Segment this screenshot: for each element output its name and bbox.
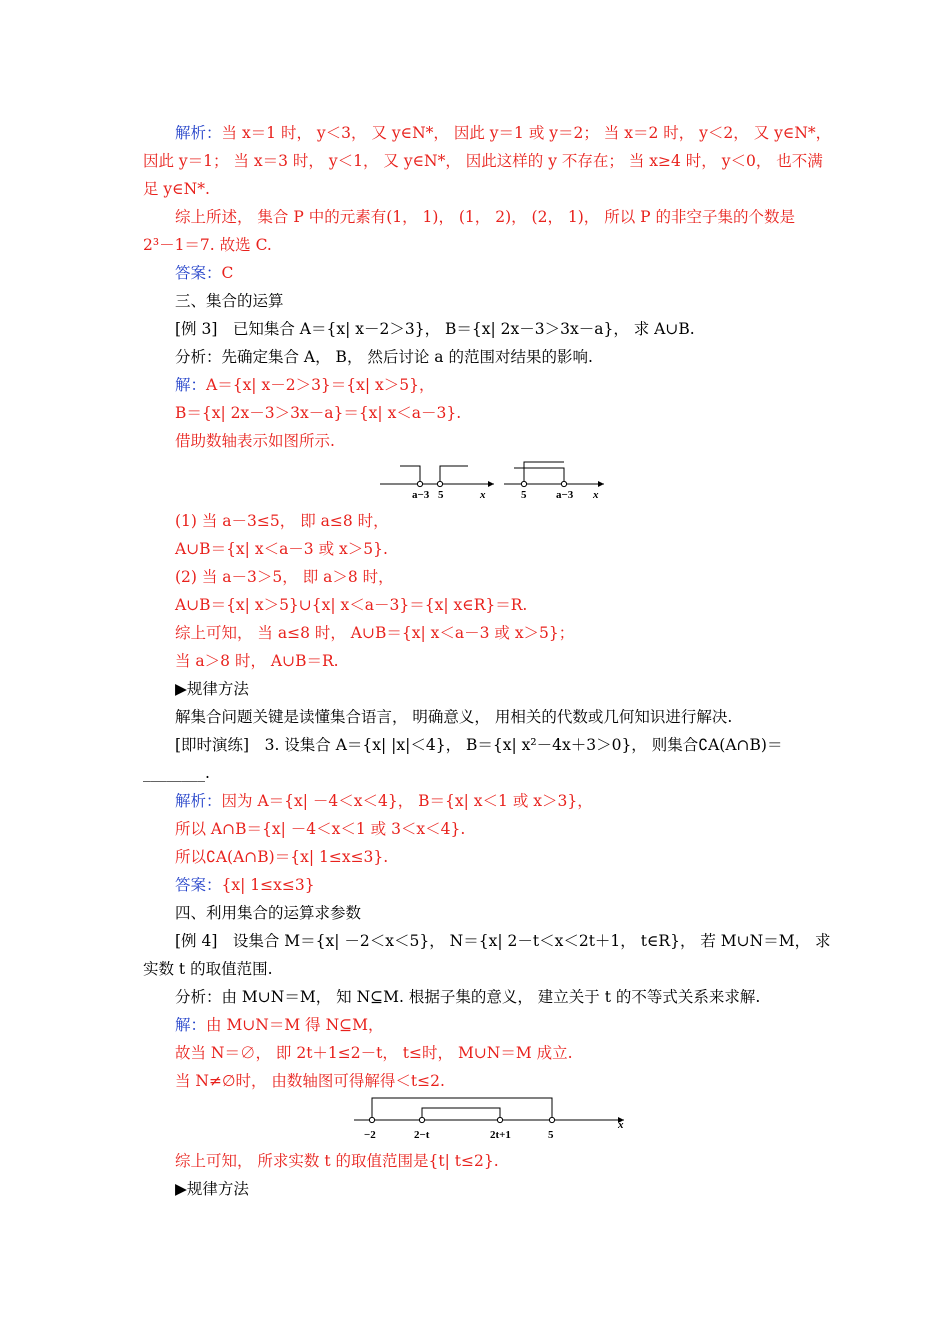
text-line [175,403,461,423]
text-line [175,539,388,559]
text-segment: 2³－1＝7. 故选 C. [143,236,272,254]
text-line [175,707,732,727]
text-segment: B＝{x| 2x－3＞3x－a}＝{x| x＜a－3}. [175,404,462,422]
fig1-label: x [593,489,599,501]
text-segment: A∪B＝{x| x＞5}∪{x| x＜a－3}＝{x| x∈R}＝R. [175,596,528,614]
text-segment: 实数 t 的取值范围. [143,960,273,978]
text-line [143,959,273,979]
fig1-label: x [480,489,486,501]
text-segment: 足 y∈N*. [143,180,210,198]
text-line [175,319,695,339]
text-line [175,123,831,143]
number-line-figure-2 [352,1094,632,1144]
text-line [175,791,593,811]
text-segment: 三、集合的运算 [175,292,284,310]
text-line [175,819,465,839]
fig1-label: 5 [438,489,444,501]
text-segment: ________. [143,764,210,782]
fig1-label: a−3 [412,489,430,501]
text-line [175,1071,445,1091]
text-line [175,847,388,867]
text-segment: 当 N≠∅时， 由数轴图可得解得＜t≤2. [175,1072,445,1090]
text-line [175,511,389,531]
section-heading [175,903,361,923]
text-segment: 因为 A＝{x| －4＜x＜4}， B＝{x| x＜1 或 x＞3}， [221,792,593,810]
text-segment: 当 a＞8 时， A∪B＝R. [175,652,339,670]
text-segment: 解： [175,376,207,394]
text-segment: 故当 N＝∅， 即 2t＋1≤2－t， t≤时， M∪N＝M 成立. [175,1044,573,1062]
text-line [175,567,394,587]
text-line [175,735,782,755]
text-line [175,263,233,283]
fig2-label: 2t+1 [490,1129,511,1141]
text-segment: 分析：由 M∪N＝M， 知 N⊆M. 根据子集的意义， 建立关于 t 的不等式关系来求解. [175,988,761,1006]
text-segment: 答案： [175,876,222,894]
text-segment: (1) 当 a－3≤5， 即 a≤8 时， [175,512,389,530]
text-line [143,151,823,171]
text-line [143,235,272,255]
text-line [175,595,527,615]
text-segment: 解析： [175,792,222,810]
text-line [175,651,339,671]
text-line [175,875,315,895]
text-segment: 借助数轴表示如图所示. [175,432,335,450]
text-segment: C [221,264,234,282]
text-line [175,347,593,367]
text-segment: ▶规律方法 [175,1180,249,1198]
text-segment: 分析：先确定集合 A， B， 然后讨论 a 的范围对结果的影响. [175,348,593,366]
text-segment: {x| 1≤x≤3} [221,876,315,894]
fig1-label: a−3 [556,489,574,501]
fig2-label: 2−t [414,1129,430,1141]
text-segment: 解析： [175,124,222,142]
text-segment: 所以∁A(A∩B)＝{x| 1≤x≤3}. [175,848,389,866]
section-heading [175,1179,249,1199]
text-line [175,1151,499,1171]
text-segment: [例 4] 设集合 M＝{x| －2＜x＜5}， N＝{x| 2－t＜x＜2t＋1， t∈R}， 若 M∪N＝M， 求 [175,932,831,950]
section-heading [175,679,249,699]
text-segment: ▶规律方法 [175,680,249,698]
text-segment: 综上所述， 集合 P 中的元素有(1， 1)， (1， 2)， (2， 1)， 所以 P 的非空子集的个数是 [175,208,796,226]
text-segment: [即时演练] 3. 设集合 A＝{x| |x|＜4}， B＝{x| x²－4x＋3＞0}， 则集合∁A(A∩B)＝ [175,736,783,754]
text-line [175,623,574,643]
fig2-label: x [618,1119,624,1131]
text-line [143,179,210,199]
text-segment: 当 x＝1 时， y＜3， 又 y∈N*， 因此 y＝1 或 y＝2； 当 x＝2 时， y＜2， 又 y∈N*， [221,124,832,142]
section-heading [175,291,284,311]
text-segment: 答案： [175,264,222,282]
text-line [175,431,335,451]
text-segment: A＝{x| x－2＞3}＝{x| x＞5}， [206,376,435,394]
text-line [175,1043,573,1063]
text-line [143,763,210,783]
number-line-figure-1 [378,460,618,504]
text-segment: 综上可知， 当 a≤8 时， A∪B＝{x| x＜a－3 或 x＞5}； [175,624,575,642]
text-segment: A∪B＝{x| x＜a－3 或 x＞5}. [175,540,388,558]
text-segment: 因此 y＝1； 当 x＝3 时， y＜1， 又 y∈N*， 因此这样的 y 不存在； 当 x≥4 时， y＜0， 也不满 [143,152,823,170]
text-line [175,1015,384,1035]
text-line [175,375,435,395]
text-segment: 综上可知， 所求实数 t 的取值范围是{t| t≤2}. [175,1152,499,1170]
fig2-label: 5 [548,1129,554,1141]
text-segment: 解集合问题关键是读懂集合语言， 明确意义， 用相关的代数或几何知识进行解决. [175,708,733,726]
text-line [175,931,831,951]
text-line [175,207,795,227]
text-segment: 所以 A∩B＝{x| －4＜x＜1 或 3＜x＜4}. [175,820,466,838]
text-segment: 由 M∪N＝M 得 N⊆M， [206,1016,384,1034]
fig2-label: −2 [364,1129,376,1141]
text-segment: [例 3] 已知集合 A＝{x| x－2＞3}， B＝{x| 2x－3＞3x－a}， 求 A∪B. [175,320,695,338]
text-segment: 解： [175,1016,207,1034]
text-segment: (2) 当 a－3＞5， 即 a＞8 时， [175,568,394,586]
fig1-label: 5 [521,489,527,501]
text-segment: 四、利用集合的运算求参数 [175,904,362,922]
text-line [175,987,760,1007]
